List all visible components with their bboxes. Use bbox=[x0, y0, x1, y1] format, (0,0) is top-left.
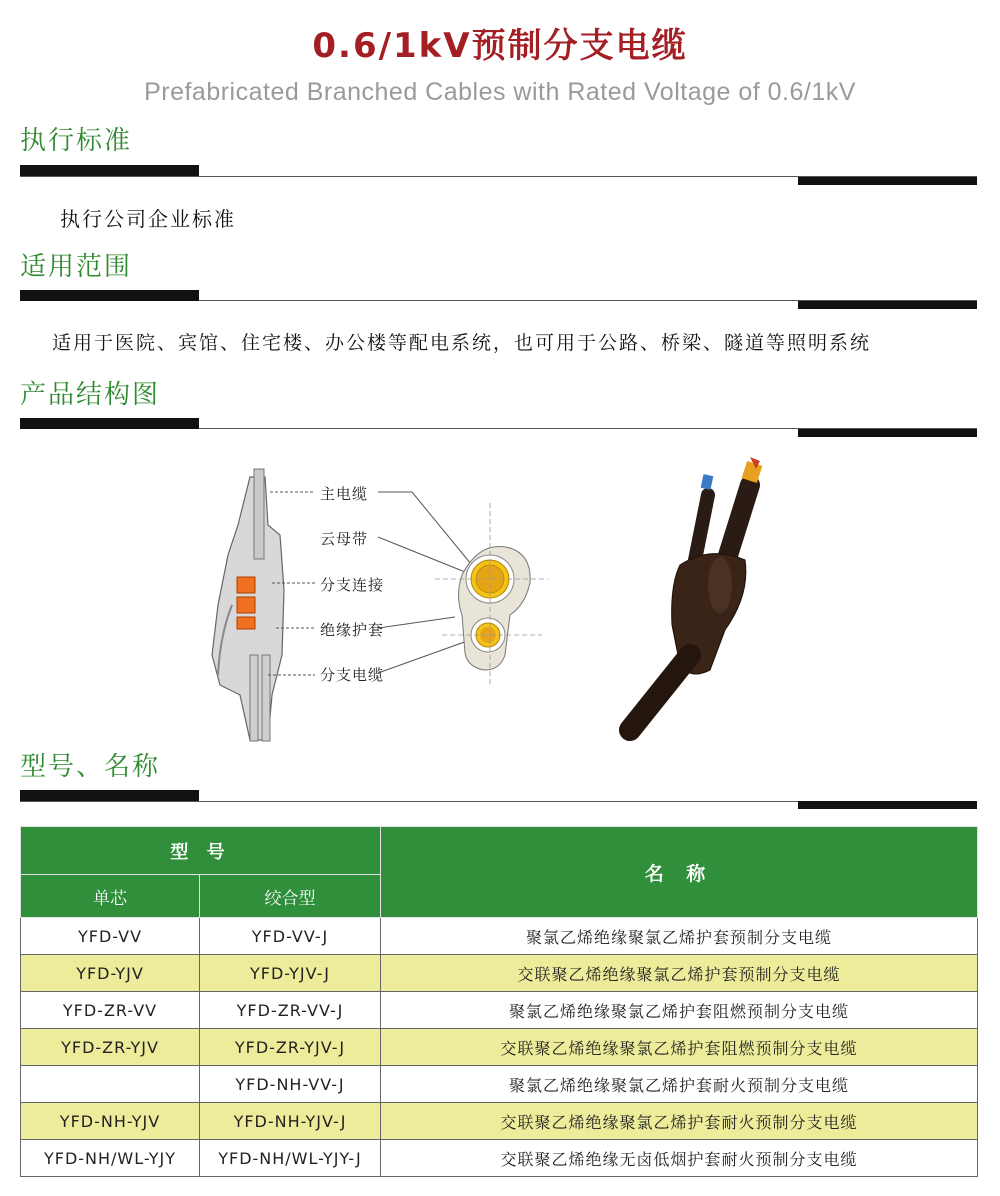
cell-twisted: YFD-NH-YJV-J bbox=[200, 1103, 381, 1140]
table-row bbox=[21, 1029, 978, 1066]
section-bar-right bbox=[798, 177, 977, 185]
cell-name: 交联聚乙烯绝缘聚氯乙烯护套阻燃预制分支电缆 bbox=[381, 1029, 978, 1066]
section-title-structure: 产品结构图 bbox=[20, 380, 161, 410]
cell-name: 聚氯乙烯绝缘聚氯乙烯护套阻燃预制分支电缆 bbox=[381, 992, 978, 1029]
section-bar-right bbox=[798, 429, 977, 437]
table-row bbox=[21, 918, 978, 955]
cell-single: YFD-ZR-VV bbox=[21, 992, 200, 1029]
cell-name: 聚氯乙烯绝缘聚氯乙烯护套耐火预制分支电缆 bbox=[381, 1066, 978, 1103]
cell-name: 交联聚乙烯绝缘无卤低烟护套耐火预制分支电缆 bbox=[381, 1140, 978, 1177]
cell-twisted: YFD-NH-VV-J bbox=[200, 1066, 381, 1103]
section-bar-left bbox=[20, 290, 199, 301]
standard-text: 执行公司企业标准 bbox=[60, 207, 236, 231]
table-row bbox=[21, 1103, 978, 1140]
label-insulation-sheath: 绝缘护套 bbox=[320, 621, 385, 639]
header-twisted: 绞合型 bbox=[200, 875, 381, 918]
cell-single: YFD-YJV bbox=[21, 955, 200, 992]
scope-text: 适用于医院、宾馆、住宅楼、办公楼等配电系统，也可用于公路、桥梁、隧道等照明系统 bbox=[52, 332, 872, 354]
cell-twisted: YFD-VV-J bbox=[200, 918, 381, 955]
section-bar-right bbox=[798, 301, 977, 309]
header-model: 型 号 bbox=[21, 827, 381, 875]
label-mica-tape: 云母带 bbox=[320, 530, 369, 548]
cell-name: 交联聚乙烯绝缘聚氯乙烯护套耐火预制分支电缆 bbox=[381, 1103, 978, 1140]
table-row bbox=[21, 955, 978, 992]
cable-product-photo bbox=[600, 455, 800, 745]
table-row bbox=[21, 1066, 978, 1103]
header-name: 名 称 bbox=[381, 827, 978, 918]
page-title: 0.6/1kV预制分支电缆 bbox=[312, 26, 688, 66]
cell-single: YFD-VV bbox=[21, 918, 200, 955]
page-subtitle: Prefabricated Branched Cables with Rated Voltage of 0.6/1kV bbox=[144, 78, 856, 106]
section-title-scope: 适用范围 bbox=[20, 252, 133, 282]
section-title-models: 型号、名称 bbox=[20, 752, 161, 782]
cell-single: YFD-NH-YJV bbox=[21, 1103, 200, 1140]
table-row bbox=[21, 1140, 978, 1177]
section-bar-right bbox=[798, 801, 977, 809]
label-branch-cable: 分支电缆 bbox=[320, 666, 385, 684]
cell-name: 聚氯乙烯绝缘聚氯乙烯护套预制分支电缆 bbox=[381, 918, 978, 955]
label-main-cable: 主电缆 bbox=[320, 485, 369, 503]
header-single-core: 单芯 bbox=[21, 875, 200, 918]
cell-single: YFD-ZR-YJV bbox=[21, 1029, 200, 1066]
cell-single bbox=[21, 1066, 200, 1103]
cable-structure-diagram bbox=[180, 455, 560, 755]
cell-twisted: YFD-ZR-VV-J bbox=[200, 992, 381, 1029]
section-bar-left bbox=[20, 418, 199, 429]
table-row bbox=[21, 992, 978, 1029]
label-branch-connection: 分支连接 bbox=[320, 576, 385, 594]
model-table bbox=[20, 826, 978, 1177]
cell-name: 交联聚乙烯绝缘聚氯乙烯护套预制分支电缆 bbox=[381, 955, 978, 992]
cell-single: YFD-NH/WL-YJY bbox=[21, 1140, 200, 1177]
section-title-standard: 执行标准 bbox=[20, 126, 133, 156]
cell-twisted: YFD-ZR-YJV-J bbox=[200, 1029, 381, 1066]
cell-twisted: YFD-NH/WL-YJY-J bbox=[200, 1140, 381, 1177]
cell-twisted: YFD-YJV-J bbox=[200, 955, 381, 992]
section-bar-left bbox=[20, 790, 199, 801]
section-bar-left bbox=[20, 165, 199, 176]
